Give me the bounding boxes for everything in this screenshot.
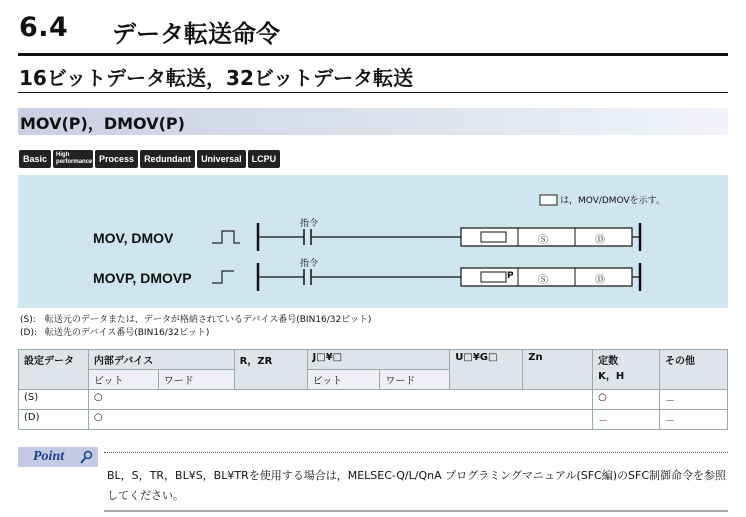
th-j: J□¥□ [307, 350, 450, 370]
th-j-bit: ビット [307, 370, 380, 390]
row-const: － [593, 410, 660, 430]
row-mov-source-operand: Ⓢ [538, 235, 548, 246]
badge-basic: Basic [19, 150, 51, 168]
row-movp-contact-label: 指令 [300, 259, 319, 269]
badge-process: Process [95, 150, 138, 168]
ladder-legend: は，MOV/DMOVを示す。 [560, 196, 665, 206]
table-row [19, 390, 728, 410]
ladder-diagram [18, 175, 728, 308]
instruction-title: MOV(P)，DMOV(P) [20, 114, 185, 133]
point-text: BL，S，TR，BL¥S，BL¥TRを使用する場合は，MELSEC-Q/L/QnA プログラミングマニュアル(SFC編)のSFC制御命令を参照してください。 [107, 469, 727, 502]
badge-redundant: Redundant [140, 150, 195, 168]
badge-lcpu: LCPU [248, 150, 281, 168]
row-movp-pulse-suffix: P [507, 271, 514, 281]
pulse-icon [212, 231, 240, 243]
device-table [18, 349, 728, 430]
legend-box-icon [540, 195, 557, 205]
row-movp-label: MOVP, DMOVP [93, 270, 192, 286]
badge-high-performance: High performance [53, 150, 93, 168]
row-label: (D) [19, 410, 89, 430]
th-bit: ビット [88, 370, 158, 390]
row-movp-dest-operand: Ⓓ [595, 275, 605, 286]
th-setting: 設定データ [19, 350, 89, 390]
point-rule [104, 452, 728, 453]
row-const: ○ [593, 390, 660, 410]
row-mov-label: MOV, DMOV [93, 230, 174, 246]
section-title: データ転送命令 [112, 20, 280, 48]
row-other: － [660, 390, 728, 410]
row-internal: ○ [88, 410, 592, 430]
magnifier-icon [80, 450, 94, 464]
row-other: － [660, 410, 728, 430]
row-mov-contact-label: 指令 [300, 219, 319, 229]
th-other: その他 [660, 350, 728, 390]
rising-edge-icon [212, 271, 234, 283]
operand-notes [20, 314, 371, 340]
th-zn: Zn [523, 350, 593, 390]
row-movp-source-operand: Ⓢ [538, 275, 548, 286]
subsection-title: 16ビットデータ転送，32ビットデータ転送 [19, 66, 414, 90]
cpu-badges [19, 150, 280, 168]
point-badge: Point [18, 447, 98, 467]
th-const: 定数 K，H [593, 350, 660, 390]
th-word: ワード [158, 370, 234, 390]
section-rule [18, 53, 728, 56]
row-mov-dest-operand: Ⓓ [595, 235, 605, 246]
row-internal: ○ [88, 390, 592, 410]
badge-universal: Universal [197, 150, 246, 168]
note-source: (S): 転送元のデータまたは，データが格納されているデバイス番号(BIN16/32ビット) [20, 315, 372, 325]
section-number: 6.4 [19, 12, 69, 43]
th-u: U□¥G□ [450, 350, 523, 390]
table-row [19, 410, 728, 430]
th-rzr: R，ZR [234, 350, 307, 390]
row-label: (S) [19, 390, 89, 410]
note-dest: (D): 転送先のデバイス番号(BIN16/32ビット) [20, 328, 210, 338]
subsection-rule [18, 92, 728, 93]
point-bottom-rule [104, 510, 728, 512]
th-internal: 内部デバイス [88, 350, 234, 370]
th-j-word: ワード [380, 370, 450, 390]
